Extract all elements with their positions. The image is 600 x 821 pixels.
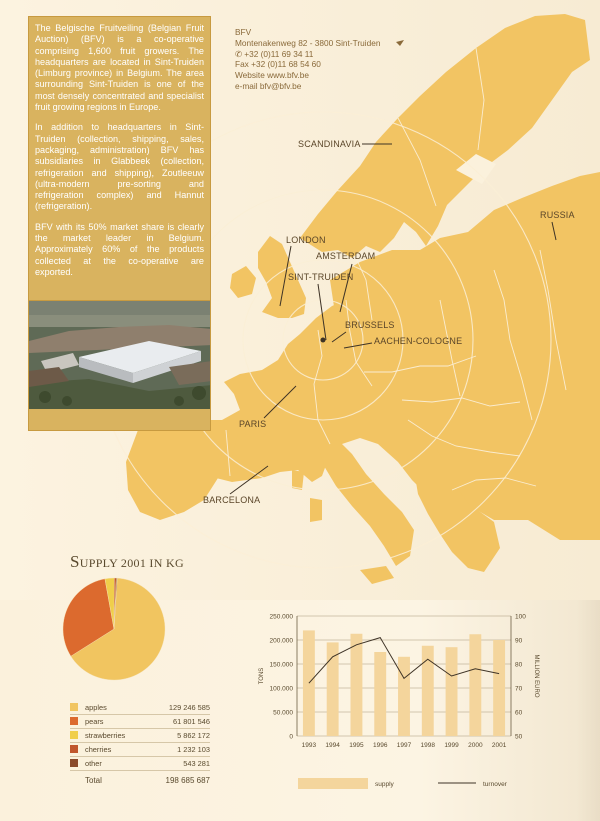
supply-bar: [446, 647, 458, 736]
y2-tick-label: 90: [515, 637, 523, 645]
y-tick-label: 250.000: [269, 613, 293, 621]
intro-text-box: [28, 16, 211, 301]
legend-label: cherries: [85, 745, 112, 754]
y2-tick-label: 100: [515, 613, 526, 621]
supply-title-initial: S: [70, 552, 80, 571]
legend-label: apples: [85, 703, 107, 712]
supply-pie-chart: [62, 577, 166, 681]
legend-supply-swatch: [298, 778, 368, 789]
contact-block: [235, 27, 380, 92]
supply-total-label: Total: [85, 776, 102, 785]
x-tick-label: 1993: [301, 742, 317, 749]
intro-paragraph-3: BFV with its 50% market share is clearly the market leader in Belgium. Approximately 60% of the products collected at the co-operative are exported.: [35, 221, 204, 277]
label-brussels: BRUSSELS: [345, 320, 395, 330]
label-sint-truiden: SINT-TRUIDEN: [288, 272, 354, 282]
label-aachen-cologne: AACHEN-COLOGNE: [374, 336, 463, 346]
y2-tick-label: 50: [515, 733, 523, 741]
y-axis-title: TONS: [259, 667, 265, 685]
headquarters-photo: [28, 301, 211, 409]
y-tick-label: 150.000: [269, 661, 293, 669]
x-tick-label: 1996: [372, 742, 388, 749]
supply-bar: [351, 634, 363, 736]
label-scandinavia: SCANDINAVIA: [298, 139, 361, 149]
contact-fax: Fax +32 (0)11 68 54 60: [235, 59, 321, 70]
contact-website[interactable]: Website www.bfv.be: [235, 70, 309, 81]
supply-total-value: 198 685 687: [165, 776, 210, 785]
contact-name: BFV: [235, 27, 252, 37]
supply-title: [70, 552, 184, 572]
label-barcelona: BARCELONA: [203, 495, 261, 505]
x-tick-label: 1998: [420, 742, 436, 749]
contact-address: Montenakenweg 82 - 3800 Sint-Truiden: [235, 37, 381, 48]
supply-bar: [374, 652, 386, 736]
legend-row-apples: [70, 701, 210, 715]
legend-swatch: [70, 731, 78, 739]
legend-value: 129 246 585: [168, 703, 210, 712]
legend-supply-label: supply: [375, 781, 394, 788]
intro-paragraph-1: The Belgische Fruitveiling (Belgian Fruit Auction) (BFV) is a co-operative comprising 1,600 fruit growers. The headquarters are located in Sint-Truiden (Limburg province) in Belgium. The area surrounding Sint-Truiden is one of the most densely concentrated and specialist fruit growing regions in Europe.: [35, 23, 204, 113]
supply-legend: [70, 701, 210, 787]
intro-paragraph-2: In addition to headquarters in Sint-Truiden (collection, shipping, sales, packaging, administration) BFV has subsidiaries in Glabbeek (collection, refrigeration and shipping), Zoutleeuw (ultra-modern pre-sorting and refrigeration complex) and Hannut (refrigeration).: [35, 122, 204, 212]
supply-bar: [469, 634, 481, 736]
y2-axis-title: MILLION EURO: [533, 654, 539, 698]
label-paris: PARIS: [239, 419, 267, 429]
legend-label: pears: [85, 717, 104, 726]
supply-bar: [303, 630, 315, 736]
y-tick-label: 100.000: [269, 685, 293, 693]
legend-row-strawberries: [70, 729, 210, 743]
x-tick-label: 2000: [468, 742, 483, 749]
x-tick-label: 1997: [396, 742, 412, 749]
label-russia: RUSSIA: [540, 210, 575, 220]
legend-value: 5 862 172: [177, 731, 210, 740]
legend-row-pears: [70, 715, 210, 729]
supply-turnover-chart: [240, 606, 560, 806]
y2-tick-label: 80: [515, 661, 523, 669]
contact-phone: ✆ +32 (0)11 69 34 11: [235, 48, 314, 59]
x-tick-label: 1999: [444, 742, 459, 749]
legend-swatch: [70, 759, 78, 767]
x-tick-label: 1995: [349, 742, 364, 749]
supply-title-rest: UPPLY 2001 IN KG: [79, 556, 184, 570]
y-tick-label: 0: [289, 733, 293, 741]
y-tick-label: 200.000: [269, 637, 293, 645]
legend-label: other: [85, 759, 102, 768]
supply-bar: [493, 640, 505, 736]
supply-total-row: [70, 774, 210, 787]
legend-value: 543 281: [183, 759, 210, 768]
x-tick-label: 2001: [491, 742, 507, 749]
legend-turnover-label: turnover: [483, 781, 507, 788]
legend-value: 1 232 103: [177, 745, 210, 754]
legend-row-other: [70, 757, 210, 771]
label-amsterdam: AMSTERDAM: [316, 251, 376, 261]
legend-row-cherries: [70, 743, 210, 757]
legend-swatch: [70, 717, 78, 725]
legend-value: 61 801 546: [173, 717, 210, 726]
supply-bar: [398, 657, 410, 736]
contact-email[interactable]: e-mail bfv@bfv.be: [235, 80, 302, 91]
legend-label: strawberries: [85, 731, 126, 740]
y-tick-label: 50.000: [273, 709, 293, 717]
legend-swatch: [70, 745, 78, 753]
intro-box-footer: [28, 409, 211, 431]
label-london: LONDON: [286, 235, 326, 245]
y2-tick-label: 70: [515, 685, 523, 693]
legend-swatch: [70, 703, 78, 711]
y2-tick-label: 60: [515, 709, 523, 717]
x-tick-label: 1994: [325, 742, 340, 749]
